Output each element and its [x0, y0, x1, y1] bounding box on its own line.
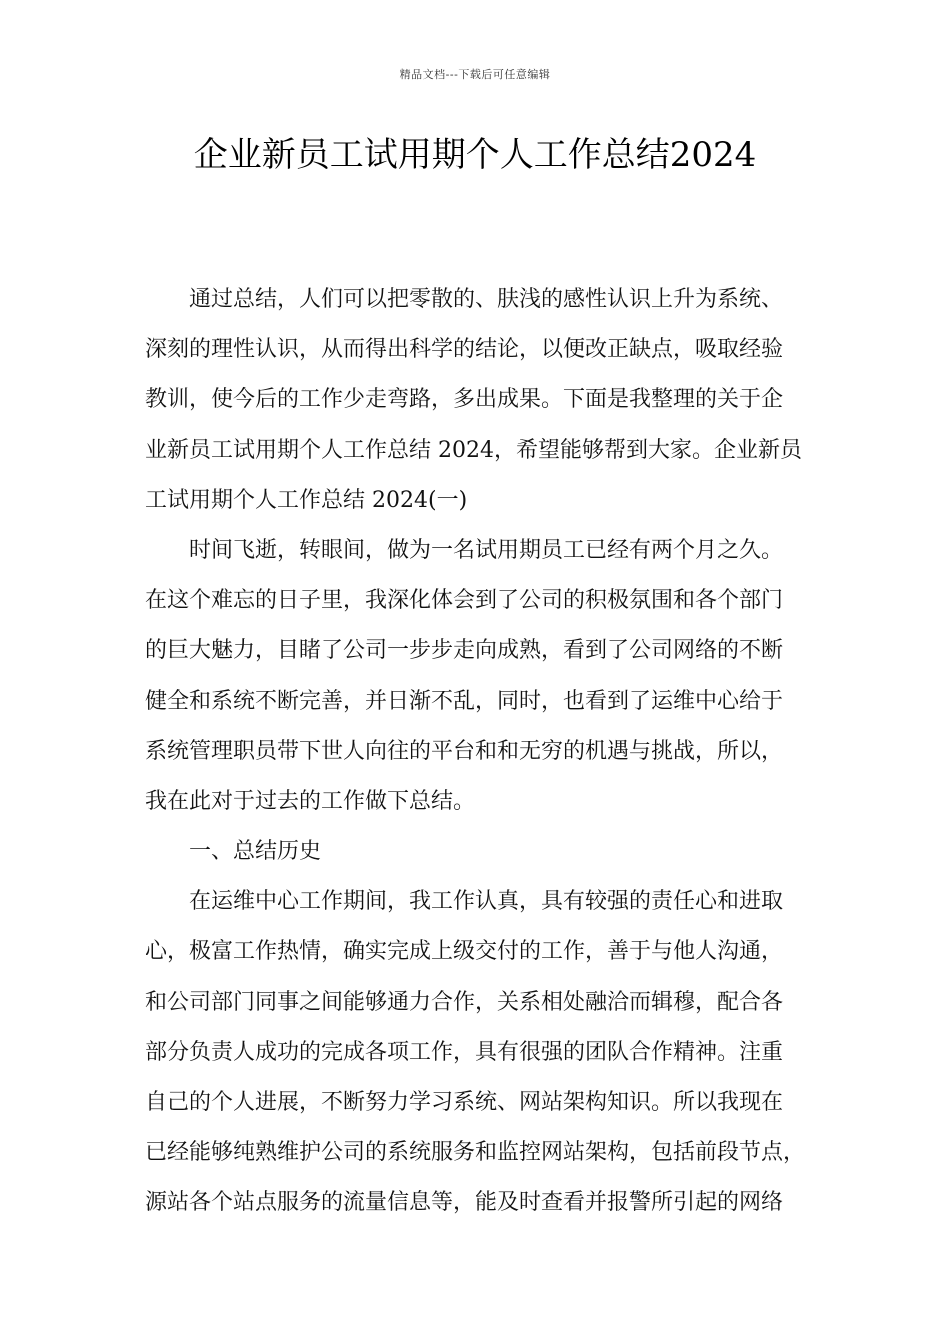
- text-line: 已经能够纯熟维护公司的系统服务和监控网站架构，包括前段节点，: [145, 1140, 806, 1166]
- text-line: 的巨大魅力，目睹了公司一步步走向成熟，看到了公司网络的不断: [145, 638, 784, 664]
- text-line: 在这个难忘的日子里，我深化体会到了公司的积极氛围和各个部门: [145, 588, 784, 614]
- text-line: 健全和系统不断完善，并日渐不乱，同时，也看到了运维中心给于: [145, 688, 784, 714]
- header-note: 精品文档---下载后可任意编辑: [399, 68, 551, 81]
- text-line: 业新员工试用期个人工作总结 2024，希望能够帮到大家。企业新员: [145, 437, 802, 463]
- document-body: [145, 280, 825, 1234]
- text-line: 工试用期个人工作总结 2024(一): [145, 487, 468, 513]
- text-line: 教训，使今后的工作少走弯路，多出成果。下面是我整理的关于企: [145, 387, 784, 413]
- document-title: 企业新员工试用期个人工作总结2024: [193, 135, 757, 175]
- text-line: 自己的个人进展，不断努力学习系统、网站架构知识。所以我现在: [145, 1090, 784, 1115]
- text-line: 部分负责人成功的完成各项工作，具有很强的团队合作精神。注重: [145, 1039, 784, 1065]
- text-line: 和公司部门同事之间能够通力合作，关系相处融洽而辑穆，配合各: [145, 989, 784, 1015]
- text-line: 源站各个站点服务的流量信息等，能及时查看并报警所引起的网络: [145, 1190, 784, 1216]
- text-line: 通过总结，人们可以把零散的、肤浅的感性认识上升为系统、: [189, 287, 784, 312]
- text-line: 心，极富工作热情，确实完成上级交付的工作，善于与他人沟通，: [145, 939, 784, 965]
- text-line: 时间飞逝，转眼间，做为一名试用期员工已经有两个月之久。: [189, 537, 784, 563]
- text-line: 系统管理职员带下世人向往的平台和和无穷的机遇与挑战，所以，: [145, 738, 784, 764]
- text-line: 我在此对于过去的工作做下总结。: [145, 788, 476, 814]
- text-line: 深刻的理性认识，从而得出科学的结论，以便改正缺点，吸取经验: [145, 337, 784, 363]
- text-line: 一、总结历史: [189, 839, 322, 865]
- text-line: 在运维中心工作期间，我工作认真，具有较强的责任心和进取: [189, 889, 784, 915]
